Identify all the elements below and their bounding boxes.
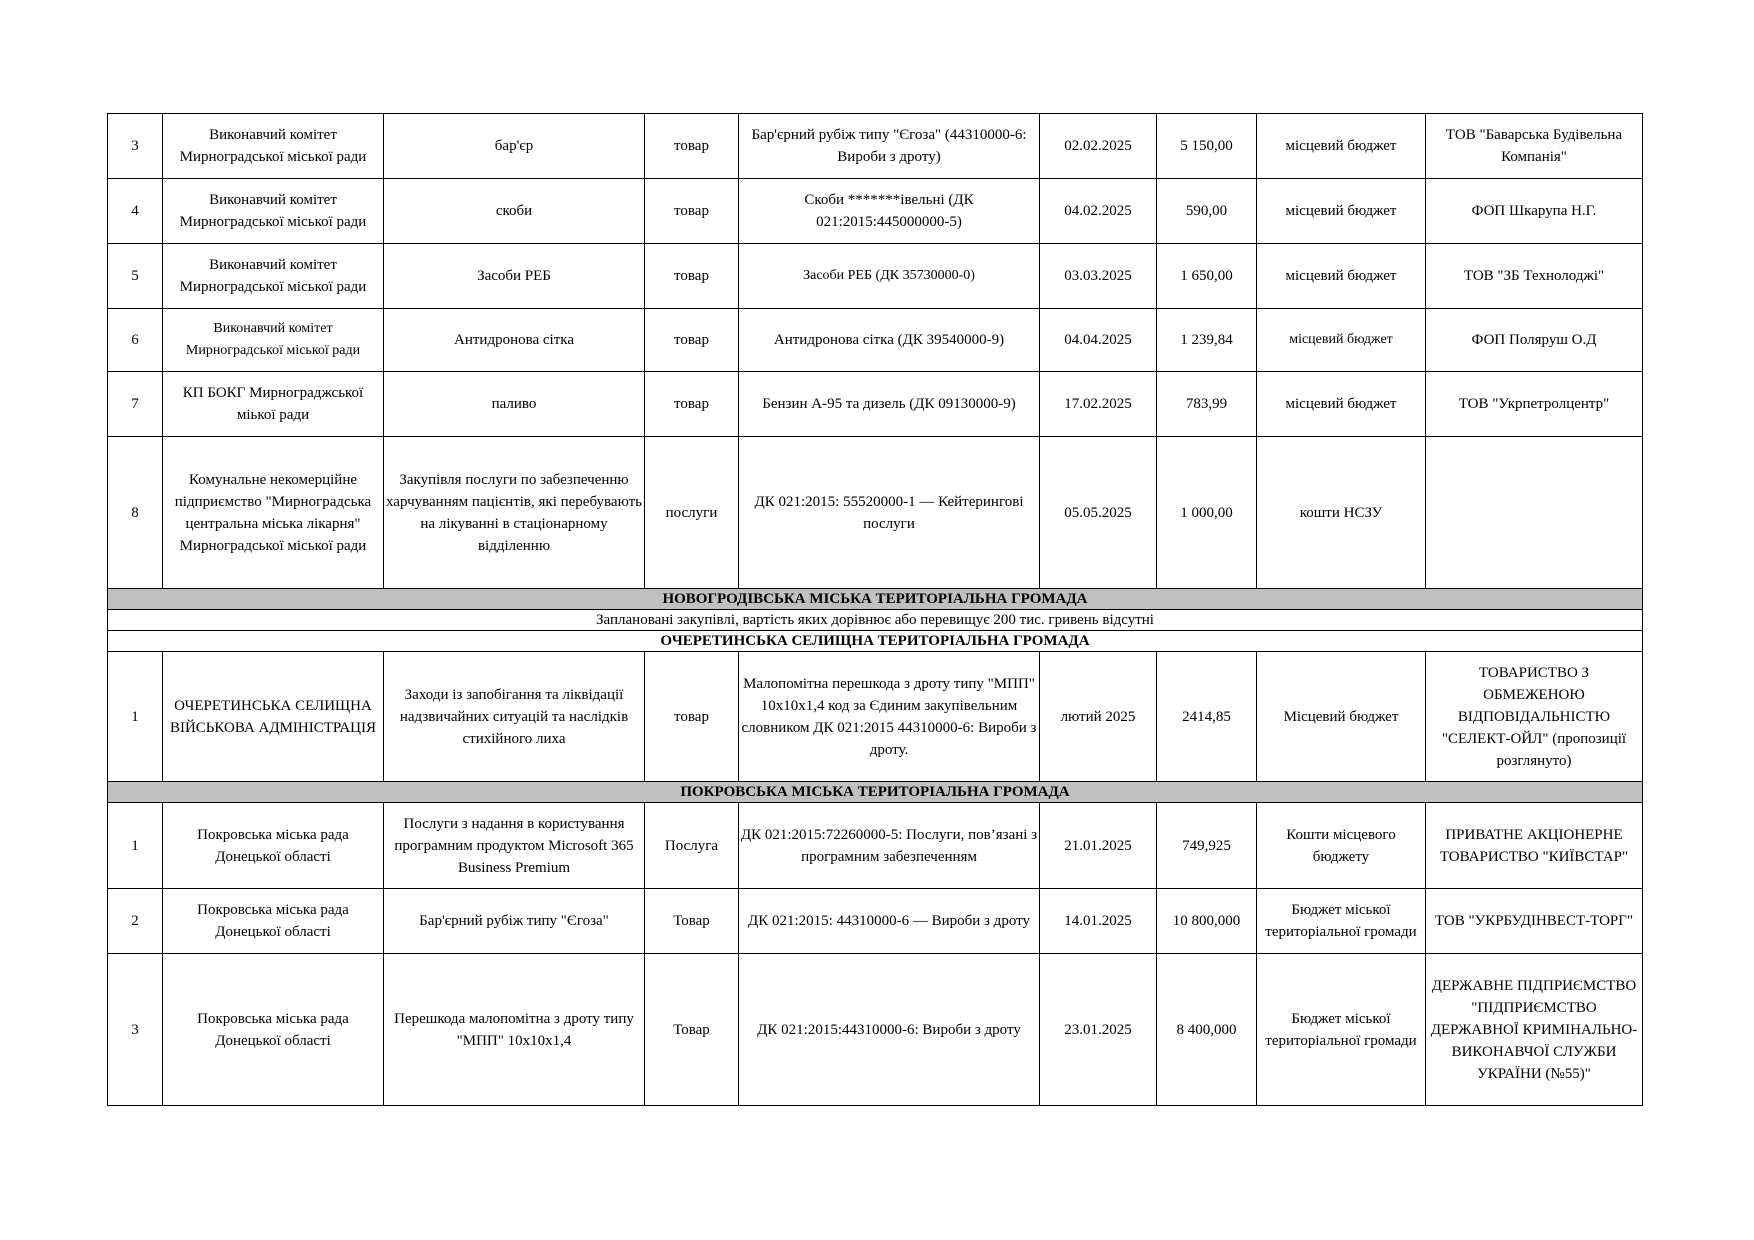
customer-cell: Виконавчий комітет Мирноградської міської ради	[163, 309, 384, 372]
table-row	[108, 954, 1643, 1106]
date-cell: 23.01.2025	[1040, 954, 1157, 1106]
table-row	[108, 372, 1643, 437]
subject-cell: бар'єр	[384, 114, 645, 179]
section-title: ПОКРОВСЬКА МІСЬКА ТЕРИТОРІАЛЬНА ГРОМАДА	[108, 782, 1643, 803]
subject-cell: Послуги з надання в користування програмним продуктом Microsoft 365 Business Premium	[384, 803, 645, 889]
table-row	[108, 179, 1643, 244]
customer-cell: Покровська міська рада Донецької області	[163, 954, 384, 1106]
section-note-row	[108, 610, 1643, 631]
type-cell: товар	[645, 114, 739, 179]
code-cell: ДК 021:2015: 55520000-1 — Кейтерингові послуги	[739, 437, 1040, 589]
amount-cell: 590,00	[1157, 179, 1257, 244]
date-cell: 03.03.2025	[1040, 244, 1157, 309]
row-number: 2	[108, 889, 163, 954]
supplier-cell	[1426, 437, 1643, 589]
supplier-cell: ТОВАРИСТВО З ОБМЕЖЕНОЮ ВІДПОВІДАЛЬНІСТЮ "СЕЛЕКТ-ОЙЛ" (пропозиції розглянуто)	[1426, 652, 1643, 782]
date-cell: 14.01.2025	[1040, 889, 1157, 954]
customer-cell: Виконавчий комітет Мирноградської міської ради	[163, 244, 384, 309]
table-row	[108, 889, 1643, 954]
row-number: 3	[108, 114, 163, 179]
supplier-cell: ТОВ "Баварська Будівельна Компанія"	[1426, 114, 1643, 179]
source-cell: місцевий бюджет	[1257, 179, 1426, 244]
row-number: 1	[108, 803, 163, 889]
procurement-table	[107, 113, 1643, 1106]
table-row	[108, 652, 1643, 782]
subject-cell: Закупівля послуги по забезпеченню харчуванням пацієнтів, які перебувають на лікуванні в стаціонарному відділенню	[384, 437, 645, 589]
source-cell: кошти НСЗУ	[1257, 437, 1426, 589]
source-cell: місцевий бюджет	[1257, 114, 1426, 179]
section-header-ocheretyne	[108, 631, 1643, 652]
source-cell: Бюджет міської територіальної громади	[1257, 889, 1426, 954]
customer-cell: КП БОКГ Мирнограджської міької ради	[163, 372, 384, 437]
row-number: 5	[108, 244, 163, 309]
row-number: 8	[108, 437, 163, 589]
row-number: 7	[108, 372, 163, 437]
customer-cell: ОЧЕРЕТИНСЬКА СЕЛИЩНА ВІЙСЬКОВА АДМІНІСТРАЦІЯ	[163, 652, 384, 782]
type-cell: товар	[645, 244, 739, 309]
customer-cell: Покровська міська рада Донецької області	[163, 803, 384, 889]
subject-cell: Перешкода малопомітна з дроту типу "МПП" 10х10х1,4	[384, 954, 645, 1106]
amount-cell: 783,99	[1157, 372, 1257, 437]
date-cell: 17.02.2025	[1040, 372, 1157, 437]
subject-cell: Бар'єрний рубіж типу "Єгоза"	[384, 889, 645, 954]
row-number: 6	[108, 309, 163, 372]
amount-cell: 1 000,00	[1157, 437, 1257, 589]
code-cell: Антидронова сітка (ДК 39540000-9)	[739, 309, 1040, 372]
source-cell: Місцевий бюджет	[1257, 652, 1426, 782]
customer-cell: Виконавчий комітет Мирноградської міської ради	[163, 179, 384, 244]
type-cell: товар	[645, 652, 739, 782]
subject-cell: Заходи із запобігання та ліквідації надзвичайних ситуацій та наслідків стихійного лиха	[384, 652, 645, 782]
supplier-cell: ТОВ "УКРБУДІНВЕСТ-ТОРГ"	[1426, 889, 1643, 954]
row-number: 4	[108, 179, 163, 244]
amount-cell: 2414,85	[1157, 652, 1257, 782]
subject-cell: паливо	[384, 372, 645, 437]
section-header-novohrodivka	[108, 589, 1643, 610]
table-row	[108, 114, 1643, 179]
row-number: 1	[108, 652, 163, 782]
section-title: ОЧЕРЕТИНСЬКА СЕЛИЩНА ТЕРИТОРІАЛЬНА ГРОМАДА	[108, 631, 1643, 652]
customer-cell: Покровська міська рада Донецької області	[163, 889, 384, 954]
amount-cell: 1 239,84	[1157, 309, 1257, 372]
section-header-pokrovsk	[108, 782, 1643, 803]
code-cell: ДК 021:2015:44310000-6: Вироби з дроту	[739, 954, 1040, 1106]
code-cell: Засоби РЕБ (ДК 35730000-0)	[739, 244, 1040, 309]
table-row	[108, 309, 1643, 372]
amount-cell: 8 400,000	[1157, 954, 1257, 1106]
type-cell: Послуга	[645, 803, 739, 889]
source-cell: місцевий бюджет	[1257, 309, 1426, 372]
customer-cell: Виконавчий комітет Мирноградської міської ради	[163, 114, 384, 179]
source-cell: місцевий бюджет	[1257, 244, 1426, 309]
subject-cell: Антидронова сітка	[384, 309, 645, 372]
type-cell: послуги	[645, 437, 739, 589]
amount-cell: 5 150,00	[1157, 114, 1257, 179]
code-cell: Скоби *******івельні (ДК 021:2015:445000000-5)	[739, 179, 1040, 244]
supplier-cell: ТОВ "Укрпетролцентр"	[1426, 372, 1643, 437]
amount-cell: 749,925	[1157, 803, 1257, 889]
supplier-cell: ТОВ "ЗБ Технолоджі"	[1426, 244, 1643, 309]
code-cell: Бар'єрний рубіж типу "Єгоза" (44310000-6: Вироби з дроту)	[739, 114, 1040, 179]
date-cell: 02.02.2025	[1040, 114, 1157, 179]
date-cell: лютий 2025	[1040, 652, 1157, 782]
row-number: 3	[108, 954, 163, 1106]
table-row	[108, 437, 1643, 589]
source-cell: Кошти місцевого бюджету	[1257, 803, 1426, 889]
date-cell: 04.04.2025	[1040, 309, 1157, 372]
section-note: Заплановані закупівлі, вартість яких дорівнює або перевищує 200 тис. гривень відсутні	[108, 610, 1643, 631]
subject-cell: Засоби РЕБ	[384, 244, 645, 309]
customer-cell: Комунальне некомерційне підприємство "Мирноградська центральна міська лікарня" Мирноградської міської ради	[163, 437, 384, 589]
type-cell: Товар	[645, 889, 739, 954]
date-cell: 21.01.2025	[1040, 803, 1157, 889]
table-row	[108, 803, 1643, 889]
source-cell: місцевий бюджет	[1257, 372, 1426, 437]
supplier-cell: ПРИВАТНЕ АКЦІОНЕРНЕ ТОВАРИСТВО "КИЇВСТАР"	[1426, 803, 1643, 889]
amount-cell: 10 800,000	[1157, 889, 1257, 954]
date-cell: 04.02.2025	[1040, 179, 1157, 244]
type-cell: товар	[645, 372, 739, 437]
code-cell: ДК 021:2015:72260000-5: Послуги, пов’язані з програмним забезпеченням	[739, 803, 1040, 889]
table-row	[108, 244, 1643, 309]
supplier-cell: ДЕРЖАВНЕ ПІДПРИЄМСТВО "ПІДПРИЄМСТВО ДЕРЖАВНОЇ КРИМІНАЛЬНО-ВИКОНАВЧОЇ СЛУЖБИ УКРАЇНИ (№55)"	[1426, 954, 1643, 1106]
amount-cell: 1 650,00	[1157, 244, 1257, 309]
type-cell: Товар	[645, 954, 739, 1106]
type-cell: товар	[645, 309, 739, 372]
code-cell: Малопомітна перешкода з дроту типу "МПП" 10х10х1,4 код за Єдиним закупівельним словником ДК 021:2015 44310000-6: Вироби з дроту.	[739, 652, 1040, 782]
section-title: НОВОГРОДІВСЬКА МІСЬКА ТЕРИТОРІАЛЬНА ГРОМАДА	[108, 589, 1643, 610]
type-cell: товар	[645, 179, 739, 244]
source-cell: Бюджет міської територіальної громади	[1257, 954, 1426, 1106]
code-cell: ДК 021:2015: 44310000-6 — Вироби з дроту	[739, 889, 1040, 954]
subject-cell: скоби	[384, 179, 645, 244]
date-cell: 05.05.2025	[1040, 437, 1157, 589]
supplier-cell: ФОП Поляруш О.Д	[1426, 309, 1643, 372]
supplier-cell: ФОП Шкарупа Н.Г.	[1426, 179, 1643, 244]
code-cell: Бензин А-95 та дизель (ДК 09130000-9)	[739, 372, 1040, 437]
